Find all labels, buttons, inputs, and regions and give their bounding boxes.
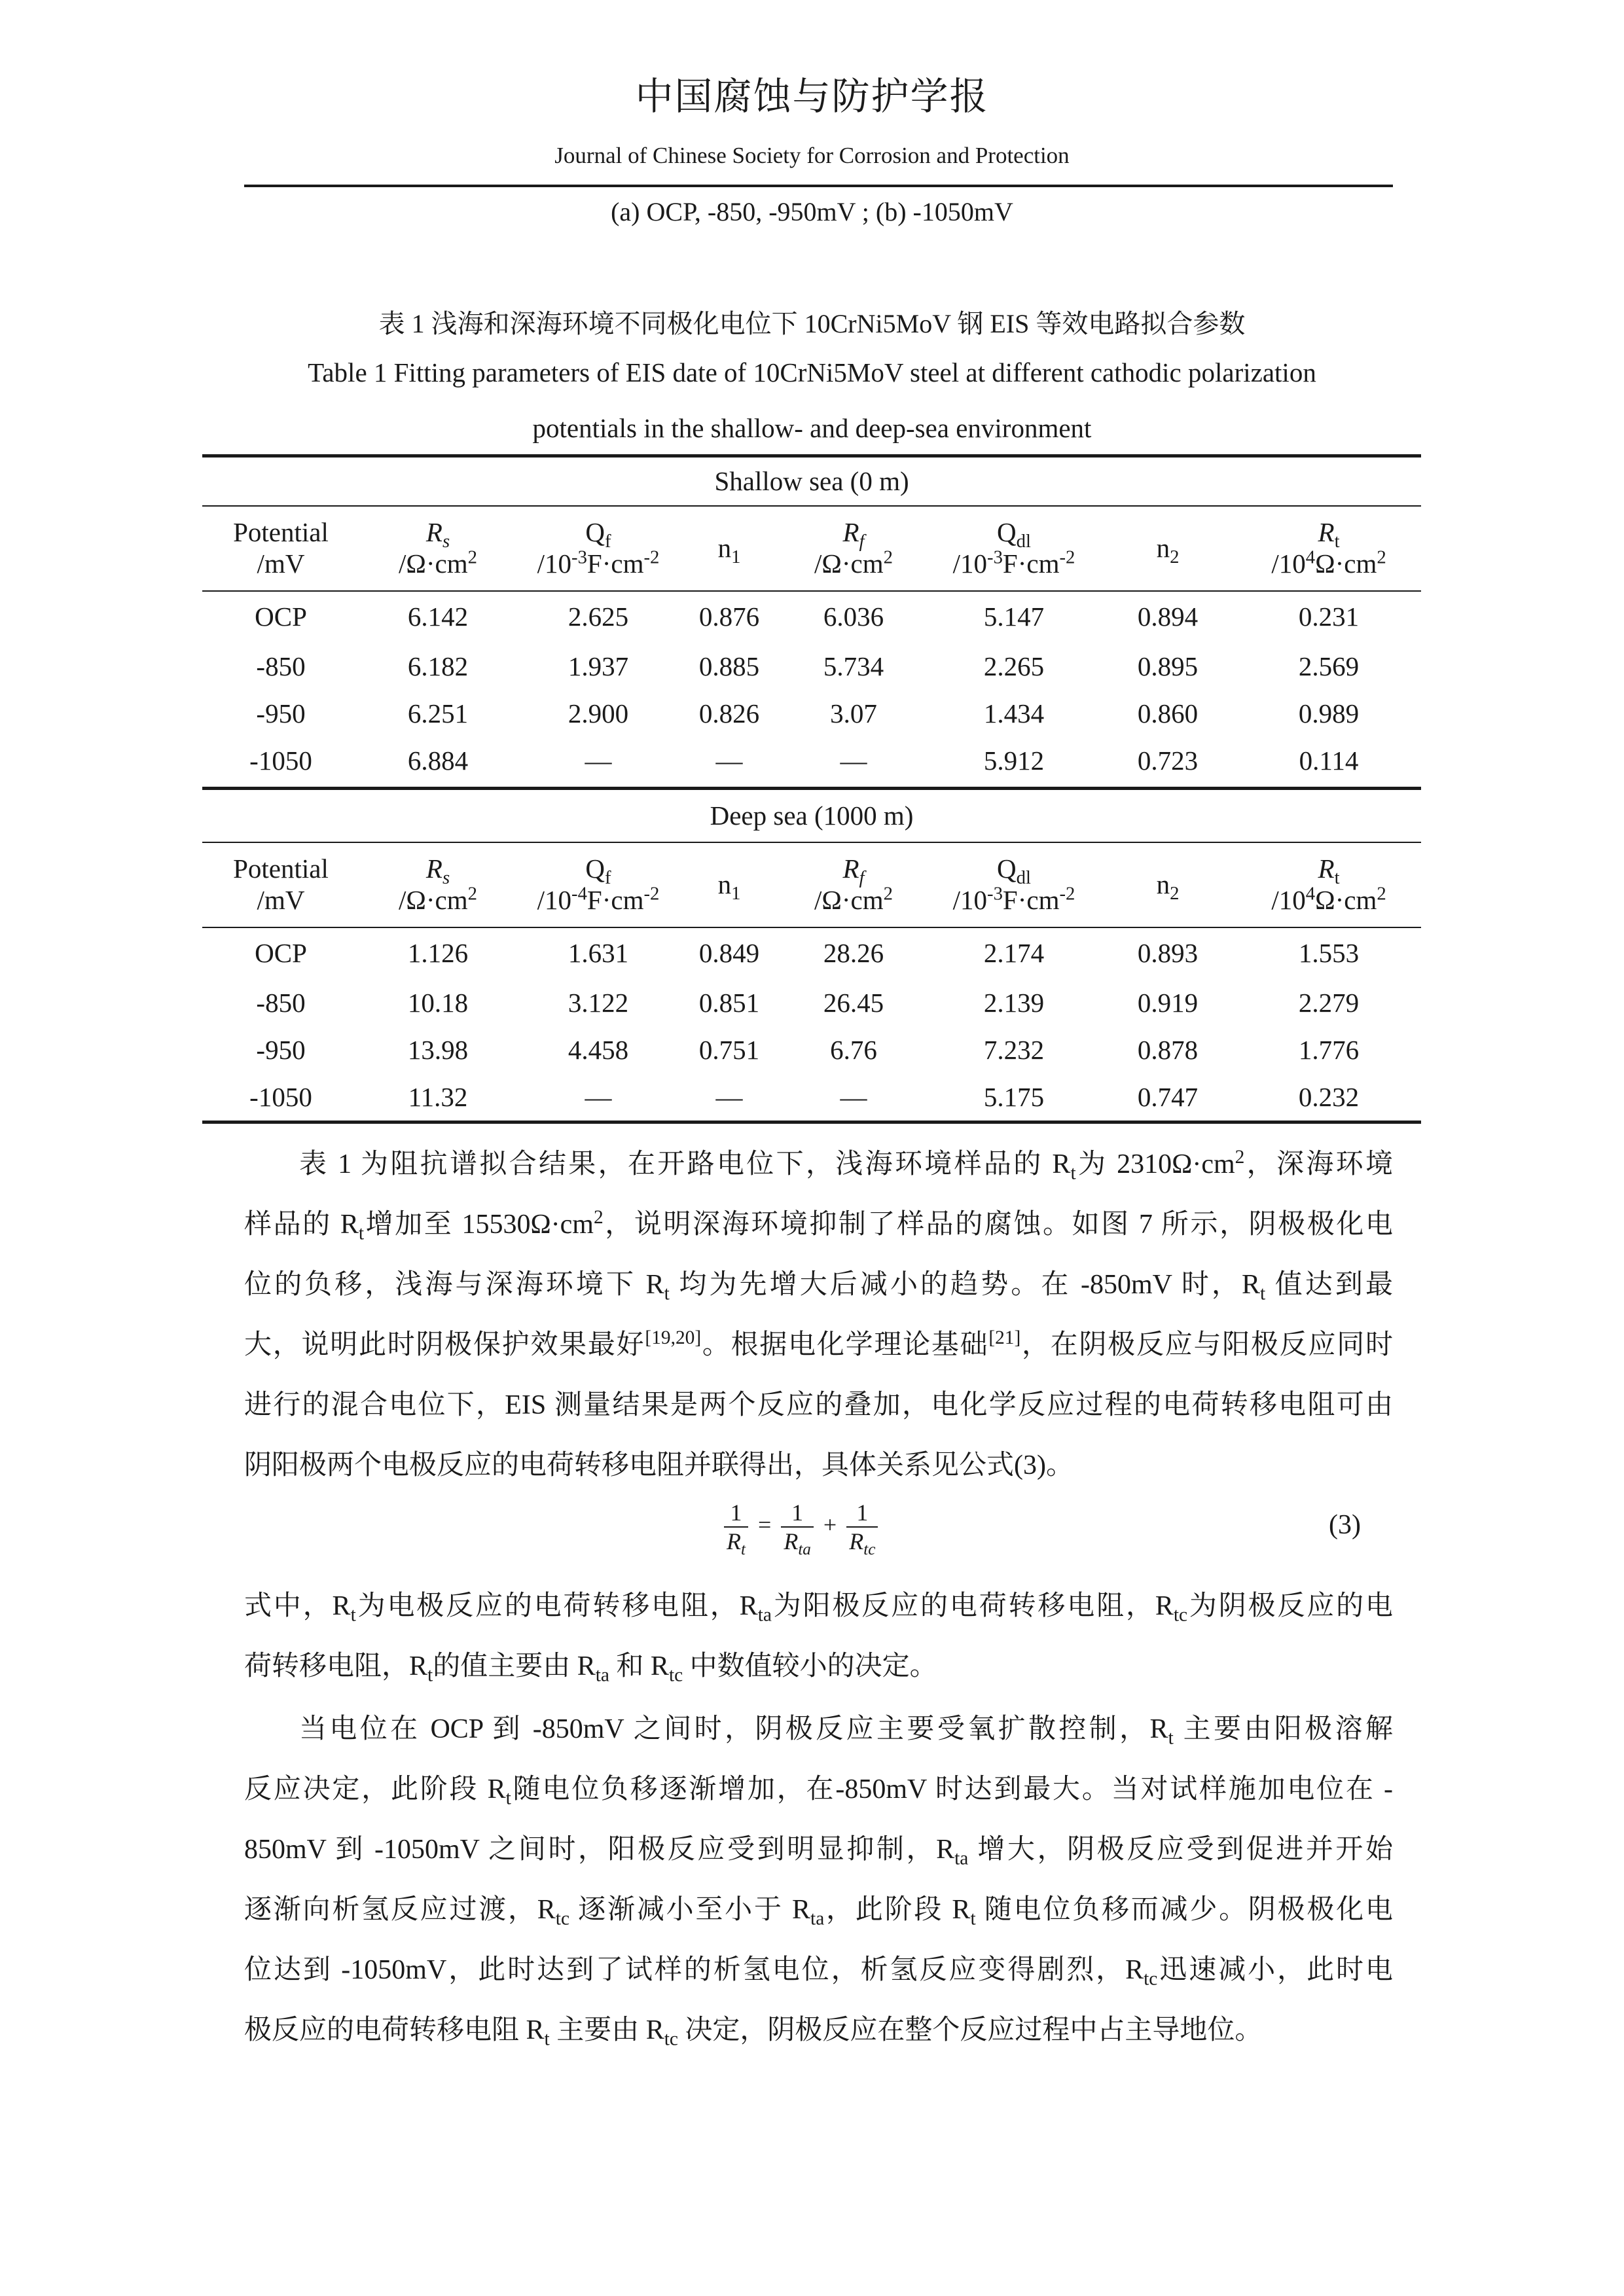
cell-rf: —: [840, 1081, 867, 1112]
cell-n1: 0.885: [698, 651, 760, 681]
paragraph-3-line-2: 反应决定，此阶段 $R_t$随电位负移逐渐增加，在-850mV 时达到最大。当对试样施加电位在 -: [244, 1774, 1394, 1809]
cell-n1: 0.876: [698, 601, 760, 632]
cell-rf: 6.76: [830, 1034, 877, 1065]
cell-qdl: 5.912: [983, 745, 1045, 776]
col-header-rs: $R_s$ $/\Omega\cdot cm^2$: [399, 517, 477, 579]
col-header-potential: Potential /mV: [233, 853, 329, 915]
cell-qdl: 7.232: [983, 1034, 1045, 1065]
fraction-1-over-rtc: $\frac{1}{R_{tc}}$: [846, 1499, 878, 1555]
cell-n2: 0.893: [1137, 938, 1199, 969]
fraction-1-over-rt: $\frac{1}{R_t}$: [724, 1499, 748, 1555]
paragraph-1-line-3: 位的负移，浅海与深海环境下 $R_t$ 均为先增大后减小的趋势。在 -850mV 时，$R_t$ 值达到最: [244, 1270, 1393, 1304]
cell-qf: —: [585, 1081, 612, 1112]
cell-potential: -850: [256, 987, 306, 1018]
table-caption-en-line2: potentials in the shallow- and deep-sea environment: [532, 413, 1092, 443]
col-header-rt: $R_t$ $/10^4\Omega\cdot cm^2$: [1271, 517, 1386, 579]
cell-qf: 2.625: [568, 601, 629, 632]
journal-title-en: Journal of Chinese Society for Corrosion and Protection: [554, 143, 1070, 168]
cell-rt: 1.553: [1298, 938, 1360, 969]
paragraph-1-line-5: 进行的混合电位下，EIS 测量结果是两个反应的叠加，电化学反应过程的电荷转移电阻可由: [244, 1390, 1393, 1420]
paragraph-3-line-5: 位达到 -1050mV，此时达到了试样的析氢电位，析氢反应变得剧烈，$R_{tc}$迅速减小，此时电: [244, 1955, 1393, 1990]
table-row: [202, 980, 1421, 1027]
cell-rf: 28.26: [823, 938, 884, 969]
col-header-n2: $n_2$: [1156, 869, 1180, 905]
cell-n2: 0.723: [1137, 745, 1199, 776]
cell-potential: -1050: [249, 1081, 312, 1112]
paragraph-2-line-2: 荷转移电阻，$R_t$的值主要由 $R_{ta}$ 和 $R_{tc}$ 中数值较小的决定。: [244, 1651, 937, 1686]
table-shallow-sea: [202, 454, 1421, 785]
cell-rt: 2.279: [1298, 987, 1360, 1018]
cell-n1: —: [715, 745, 743, 776]
paragraph-1-line-1: 表 1 为阻抗谱拟合结果，在开路电位下，浅海环境样品的 $R_t$为 $2310\Omega\cdot cm^2$，深海环境: [299, 1147, 1393, 1184]
table-row: [202, 691, 1421, 738]
col-header-rs: $R_s$ $/\Omega\cdot cm^2$: [399, 853, 477, 915]
cell-qdl: 2.174: [983, 938, 1045, 969]
figure-caption: (a) OCP, -850, -950mV ; (b) -1050mV: [611, 197, 1013, 226]
cell-n2: 0.919: [1137, 987, 1199, 1018]
col-header-qf: $Q_f$ $/10^{-3}F\cdot cm^{-2}$: [537, 517, 660, 579]
cell-n2: 0.878: [1137, 1034, 1199, 1065]
header-row: [202, 506, 1421, 591]
col-header-rf: $R_f$ $/\Omega\cdot cm^2$: [814, 517, 893, 579]
cell-potential: -1050: [249, 745, 312, 776]
paragraph-1-line-2: 样品的 $R_t$增加至 $15530\Omega\cdot cm^2$，说明深海环境抑制了样品的腐蚀。如图 7 所示，阴极极化电: [244, 1207, 1394, 1244]
col-header-qdl: $Q_{dl}$ $/10^{-3}F\cdot cm^{-2}$: [952, 853, 1075, 915]
fraction-1-over-rta: $\frac{1}{R_{ta}}$: [781, 1499, 814, 1555]
cell-qf: 4.458: [568, 1034, 629, 1065]
cell-rs: 13.98: [407, 1034, 469, 1065]
col-header-potential: Potential /mV: [233, 517, 329, 579]
cell-rt: 2.569: [1298, 651, 1360, 681]
table-row: [202, 643, 1421, 691]
cell-qdl: 2.265: [983, 651, 1045, 681]
cell-qdl: 5.147: [983, 601, 1045, 632]
equals-sign: =: [758, 1511, 772, 1538]
cell-rs: 10.18: [407, 987, 469, 1018]
col-header-qf: $Q_f$ $/10^{-4}F\cdot cm^{-2}$: [537, 853, 660, 915]
citation: [19,20]: [645, 1327, 702, 1348]
cell-qdl: 5.175: [983, 1081, 1045, 1112]
cell-rf: 5.734: [823, 651, 884, 681]
cell-rt: 0.989: [1298, 698, 1360, 728]
header-row: [202, 842, 1421, 927]
cell-qf: 2.900: [568, 698, 629, 728]
table-deep-sea: [202, 787, 1421, 1124]
cell-potential: -850: [256, 651, 306, 681]
cell-rf: 6.036: [823, 601, 884, 632]
cell-rs: 6.251: [407, 698, 469, 728]
cell-rs: 6.182: [407, 651, 469, 681]
cell-n2: 0.894: [1137, 601, 1199, 632]
col-header-rf: $R_f$ $/\Omega\cdot cm^2$: [814, 853, 893, 915]
cell-potential: OCP: [255, 601, 307, 632]
paragraph-1-line-6: 阴阳极两个电极反应的电荷转移电阻并联得出，具体关系见公式(3)。: [244, 1450, 1074, 1480]
paragraph-2-line-1: 式中，$R_t$为电极反应的电荷转移电阻，$R_{ta}$为阳极反应的电荷转移电阻，$R_{tc}$为阴极反应的电: [244, 1591, 1394, 1626]
cell-rf: 26.45: [823, 987, 884, 1018]
cell-rs: 6.142: [407, 601, 469, 632]
cell-qdl: 1.434: [983, 698, 1045, 728]
cell-rf: —: [840, 745, 867, 776]
equation-3: [720, 1499, 882, 1559]
equation-number: (3): [1329, 1510, 1361, 1540]
table-row: [202, 738, 1421, 785]
journal-title-cn: 中国腐蚀与防护学报: [635, 75, 989, 118]
cell-qf: 1.631: [568, 938, 629, 969]
cell-potential: -950: [256, 698, 306, 728]
cell-qf: 1.937: [568, 651, 629, 681]
table-row: [202, 927, 1421, 980]
col-header-qdl: $Q_{dl}$ $/10^{-3}F\cdot cm^{-2}$: [952, 517, 1075, 579]
cell-rt: 0.231: [1298, 601, 1360, 632]
col-header-n2: $n_2$: [1156, 532, 1180, 568]
paragraph-3-line-3: 850mV 到 -1050mV 之间时，阳极反应受到明显抑制，$R_{ta}$ 增大，阴极反应受到促进并开始: [244, 1835, 1393, 1869]
table-row: [202, 1027, 1421, 1074]
cell-potential: -950: [256, 1034, 306, 1065]
cell-n1: 0.849: [698, 938, 760, 969]
paragraph-1-line-4: 大，说明此时阴极保护效果最好[19,20]。根据电化学理论基础[21]，在阴极反应与阳极反应同时: [244, 1327, 1393, 1360]
col-header-n1: $n_1$: [717, 869, 741, 905]
table-row: [202, 1074, 1421, 1122]
cell-n1: 0.851: [698, 987, 760, 1018]
cell-rs: 1.126: [407, 938, 469, 969]
citation: [21]: [988, 1327, 1021, 1348]
section-title: Shallow sea (0 m): [714, 465, 909, 496]
cell-n2: 0.860: [1137, 698, 1199, 728]
table-caption-en-line1: Table 1 Fitting parameters of EIS date of 10CrNi5MoV steel at different cathodic polarization: [308, 357, 1316, 387]
cell-rf: 3.07: [830, 698, 877, 728]
table-caption-cn: 表 1 浅海和深海环境不同极化电位下 10CrNi5MoV 钢 EIS 等效电路拟合参数: [378, 309, 1246, 338]
cell-qdl: 2.139: [983, 987, 1045, 1018]
cell-qf: —: [585, 745, 612, 776]
plus-sign: +: [823, 1511, 837, 1538]
col-header-n1: $n_1$: [717, 532, 741, 568]
cell-rs: 6.884: [407, 745, 469, 776]
cell-potential: OCP: [255, 938, 307, 969]
header-rule: [244, 185, 1393, 187]
cell-rt: 1.776: [1298, 1034, 1360, 1065]
cell-n1: 0.751: [698, 1034, 760, 1065]
table-row: [202, 591, 1421, 643]
cell-n2: 0.747: [1137, 1081, 1199, 1112]
col-header-rt: $R_t$ $/10^4\Omega\cdot cm^2$: [1271, 853, 1386, 915]
cell-rs: 11.32: [408, 1081, 468, 1112]
cell-rt: 0.114: [1299, 745, 1359, 776]
section-title: Deep sea (1000 m): [710, 800, 914, 831]
cell-n2: 0.895: [1137, 651, 1199, 681]
cell-n1: 0.826: [698, 698, 760, 728]
cell-n1: —: [715, 1081, 743, 1112]
cell-rt: 0.232: [1298, 1081, 1360, 1112]
paragraph-3-line-4: 逐渐向析氢反应过渡，$R_{tc}$ 逐渐减小至小于 $R_{ta}$，此阶段 $R_t$ 随电位负移而减少。阴极极化电: [244, 1895, 1393, 1929]
cell-qf: 3.122: [568, 987, 629, 1018]
paragraph-3-line-1: 当电位在 OCP 到 -850mV 之间时，阴极反应主要受氧扩散控制，$R_t$ 主要由阳极溶解: [299, 1714, 1393, 1749]
paragraph-3-line-6: 极反应的电荷转移电阻 $R_t$ 主要由 $R_{tc}$ 决定，阴极反应在整个反应过程中占主导地位。: [244, 2015, 1263, 2050]
